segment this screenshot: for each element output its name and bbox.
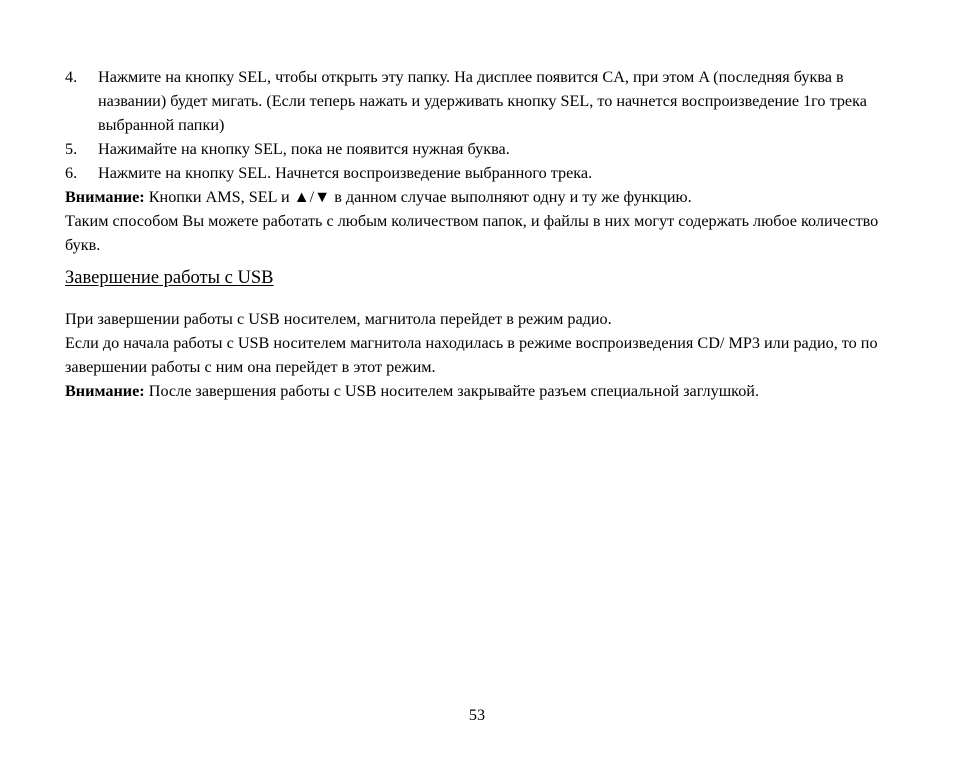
step-text: Нажмите на кнопку SEL, чтобы открыть эту папку. На дисплее появится CA, при этом A (последняя буква в названии) будет мигать. (Если теперь нажать и удерживать кнопку SEL, то начнется воспроизведение 1го трека выбранной папки) [98,68,867,134]
section-body [65,307,895,403]
attention-text: После завершения работы с USB носителем закрывайте разъем специальной заглушкой. [144,382,760,400]
body-paragraph: Если до начала работы с USB носителем магнитола находилась в режиме воспроизведения CD/ MP3 или радио, то по завершении работы с ним она перейдет в этот режим. [65,334,878,376]
list-item [65,161,895,185]
document-page [65,65,895,403]
body-paragraph: При завершении работы с USB носителем, магнитола перейдет в режим радио. [65,310,612,328]
attention-text: Кнопки AMS, SEL и ▲/▼ в данном случае выполняют одну и ту же функцию. [144,188,692,206]
list-item [65,65,895,137]
step-text: Нажимайте на кнопку SEL, пока не появится нужная буква. [98,140,510,158]
list-item [65,137,895,161]
attention-label: Внимание: [65,188,145,206]
step-text: Нажмите на кнопку SEL. Начнется воспроизведение выбранного трека. [98,164,593,182]
page-number: 53 [468,706,486,724]
step-number: 5. [65,140,78,158]
attention-label: Внимание: [65,382,145,400]
section-heading: Завершение работы с USB [65,268,274,288]
attention-note [65,379,895,403]
step-number: 4. [65,68,78,86]
body-paragraph: Таким способом Вы можете работать с любым количеством папок, и файлы в них могут содержать любое количество букв. [65,212,879,254]
steps-list [65,65,895,185]
attention-note [65,185,895,209]
step-number: 6. [65,164,78,182]
